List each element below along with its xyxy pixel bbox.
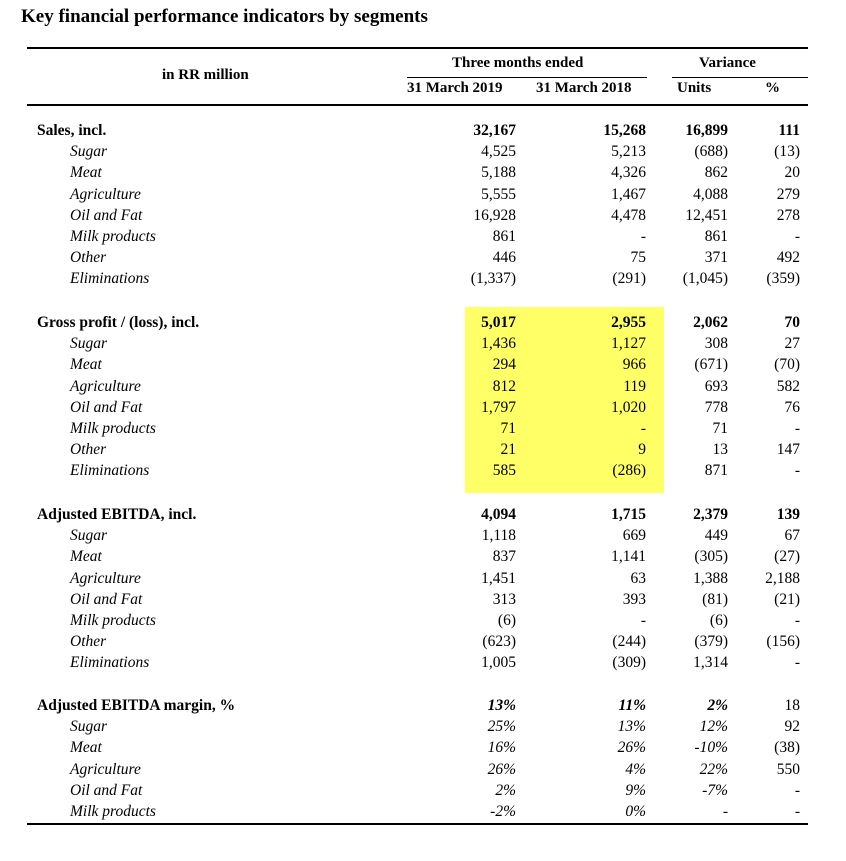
variance-percent: 20 [784,164,800,182]
variance-units: 449 [704,527,728,545]
variance-units: -10% [694,739,728,757]
variance-units: 16,899 [685,122,728,139]
table-row [0,782,846,803]
table-row [0,612,846,633]
value-2018: 1,141 [611,548,646,566]
variance-percent: (27) [774,548,800,566]
variance-group-underline [672,77,808,78]
header-bottom-rule [27,104,808,106]
value-2018: 75 [630,249,646,267]
variance-percent: 2,188 [765,569,800,587]
value-2018: (286) [612,462,646,480]
value-2019: 585 [492,462,516,480]
variance-percent: (38) [774,739,800,757]
value-2018: 9 [638,441,646,459]
value-2018: 11% [618,697,646,714]
value-2018: (309) [612,654,646,672]
table-row [0,761,846,782]
section-label: Gross profit / (loss), incl. [37,314,200,331]
variance-units: 1,314 [693,654,728,672]
value-2018: (291) [612,270,646,288]
value-2019: 16% [487,739,516,757]
section-label: Adjusted EBITDA margin, % [37,697,236,714]
variance-percent: - [794,420,800,437]
row-label: Other [70,441,107,459]
value-2018: 15,268 [603,122,646,139]
row-label: Milk products [70,420,156,437]
value-2019: 837 [492,548,516,566]
value-2019: 1,118 [481,527,516,545]
value-2018: 4,326 [611,164,646,182]
variance-percent: 70 [784,314,800,331]
section-label: Adjusted EBITDA, incl. [37,506,197,523]
variance-percent: 27 [784,335,800,353]
value-2018: 1,715 [611,506,646,523]
column-header-2018: 31 March 2018 [536,80,632,96]
value-2018: - [640,612,646,629]
row-label: Meat [70,548,102,566]
page-title: Key financial performance indicators by segments [21,6,428,27]
table-row [0,462,846,483]
row-label: Agriculture [70,377,141,395]
table-row [0,441,846,462]
variance-units: 778 [704,398,728,416]
value-2018: (244) [612,633,646,651]
variance-percent: 279 [776,185,800,203]
variance-percent: (13) [774,143,800,161]
value-2019: 446 [492,249,516,267]
row-label: Sugar [70,335,108,353]
row-label: Milk products [70,612,156,629]
variance-units: 71 [712,420,728,437]
section-total-row [0,314,846,335]
value-2019: 5,555 [481,185,516,203]
variance-percent: (70) [774,356,800,374]
variance-percent: 76 [784,398,800,416]
section-total-row [0,506,846,527]
row-label: Meat [70,356,102,374]
variance-percent: 582 [776,377,800,395]
variance-percent: - [794,781,800,799]
value-2018: 393 [622,590,646,608]
row-label: Oil and Fat [70,398,143,416]
value-2018: - [640,420,646,437]
period-group-header: Three months ended [452,55,584,71]
variance-units: 13 [712,441,728,459]
table-row [0,591,846,612]
variance-percent: - [794,654,800,672]
column-header-units: Units [677,80,712,96]
value-2019: 26% [487,760,516,778]
row-label: Agriculture [70,569,141,587]
variance-percent: - [794,612,800,629]
value-2018: 13% [617,718,646,736]
row-label: Eliminations [70,462,150,480]
variance-group-header: Variance [699,55,756,71]
table-row [0,803,846,824]
table-row [0,378,846,399]
value-2019: 1,436 [481,335,516,353]
table-row [0,739,846,760]
row-label: Other [70,633,107,651]
value-2018: 669 [622,527,646,545]
variance-percent: 111 [778,122,800,139]
value-2019: 21 [500,441,516,459]
value-2018: 1,127 [611,335,646,353]
variance-units: 308 [704,335,728,353]
variance-percent: 18 [784,697,800,714]
variance-units: 862 [704,164,728,182]
table-row [0,228,846,249]
variance-percent: 550 [776,760,800,778]
value-2018: 5,213 [611,143,646,161]
value-2018: 966 [622,356,646,374]
variance-units: 2% [707,697,728,714]
row-label: Meat [70,739,102,757]
value-2018: 119 [623,377,646,395]
value-2019: 294 [492,356,516,374]
variance-units: 2,379 [693,506,728,523]
row-label: Meat [70,164,102,182]
value-2018: 4% [625,760,646,778]
variance-percent: - [794,803,800,820]
value-2018: 1,467 [611,185,646,203]
section-total-row [0,122,846,143]
variance-units: (81) [702,590,728,608]
row-label: Milk products [70,803,156,820]
variance-units: (1,045) [682,270,728,288]
value-2018: 9% [625,781,646,799]
value-2019: 1,451 [481,569,516,587]
variance-units: (379) [694,633,728,651]
variance-units: (688) [694,143,728,161]
table-row [0,249,846,270]
row-label: Oil and Fat [70,206,143,224]
value-2019: 5,188 [481,164,516,182]
value-2018: 4,478 [611,206,646,224]
value-2019: 1,005 [481,654,516,672]
row-label: Milk products [70,228,156,245]
variance-percent: 67 [784,527,800,545]
value-2019: -2% [490,803,516,820]
value-2019: 861 [492,228,516,245]
row-label: Sugar [70,143,108,161]
variance-units: 871 [704,462,728,480]
row-label: Other [70,249,107,267]
table-row [0,399,846,420]
value-2019: 25% [487,718,516,736]
value-2019: (1,337) [470,270,516,288]
variance-units: 1,388 [693,569,728,587]
table-row [0,718,846,739]
table-row [0,356,846,377]
variance-percent: 139 [776,506,800,523]
column-header-percent: % [765,80,780,96]
value-2018: 26% [617,739,646,757]
variance-percent: 278 [776,206,800,224]
value-2019: 313 [492,590,516,608]
value-2019: 32,167 [473,122,516,139]
value-2019: 13% [487,697,516,714]
value-2019: (6) [497,612,516,629]
section-label: Sales, incl. [37,122,107,139]
row-label: Oil and Fat [70,781,143,799]
value-2018: 1,020 [611,398,646,416]
value-2019: 16,928 [473,206,516,224]
variance-percent: 147 [776,441,800,459]
value-2019: 5,017 [481,314,516,331]
value-2019: 2% [495,781,516,799]
table-row [0,207,846,228]
value-2019: 1,797 [481,398,516,416]
value-2019: (623) [482,633,516,651]
variance-units: 861 [704,228,728,245]
variance-units: 2,062 [693,314,728,331]
value-2018: 63 [630,569,646,587]
table-row [0,143,846,164]
row-label: Sugar [70,527,108,545]
row-label: Eliminations [70,654,150,672]
table-row [0,527,846,548]
table-row [0,164,846,185]
value-2018: 2,955 [611,314,646,331]
variance-percent: (21) [774,590,800,608]
unit-label: in RR million [162,67,249,83]
variance-units: (671) [694,356,728,374]
header-top-rule [27,47,808,49]
row-label: Oil and Fat [70,590,143,608]
variance-units: 12% [699,718,728,736]
variance-percent: (156) [766,633,800,651]
value-2018: - [640,228,646,245]
value-2019: 4,525 [481,143,516,161]
value-2019: 812 [492,377,516,395]
variance-percent: - [794,228,800,245]
row-label: Agriculture [70,185,141,203]
variance-units: 12,451 [685,206,728,224]
period-group-underline [407,77,647,78]
variance-units: -7% [702,781,728,799]
value-2018: 0% [625,803,646,820]
table-row [0,548,846,569]
variance-percent: 492 [776,249,800,267]
table-row [0,633,846,654]
row-label: Agriculture [70,760,141,778]
table-row [0,270,846,291]
value-2019: 4,094 [481,506,516,523]
variance-percent: - [794,462,800,480]
row-label: Eliminations [70,270,150,288]
table-row [0,186,846,207]
table-row [0,570,846,591]
value-2019: 71 [500,420,516,437]
variance-units: 22% [699,760,728,778]
variance-percent: (359) [766,270,800,288]
table-row [0,335,846,356]
column-header-2019: 31 March 2019 [407,80,503,96]
table-row [0,654,846,675]
variance-units: (6) [709,612,728,629]
variance-units: (305) [694,548,728,566]
table-row [0,420,846,441]
row-label: Sugar [70,718,108,736]
section-total-row [0,697,846,718]
variance-percent: 92 [784,718,800,736]
variance-units: 4,088 [693,185,728,203]
variance-units: - [722,803,728,820]
variance-units: 693 [704,377,728,395]
variance-units: 371 [704,249,728,267]
